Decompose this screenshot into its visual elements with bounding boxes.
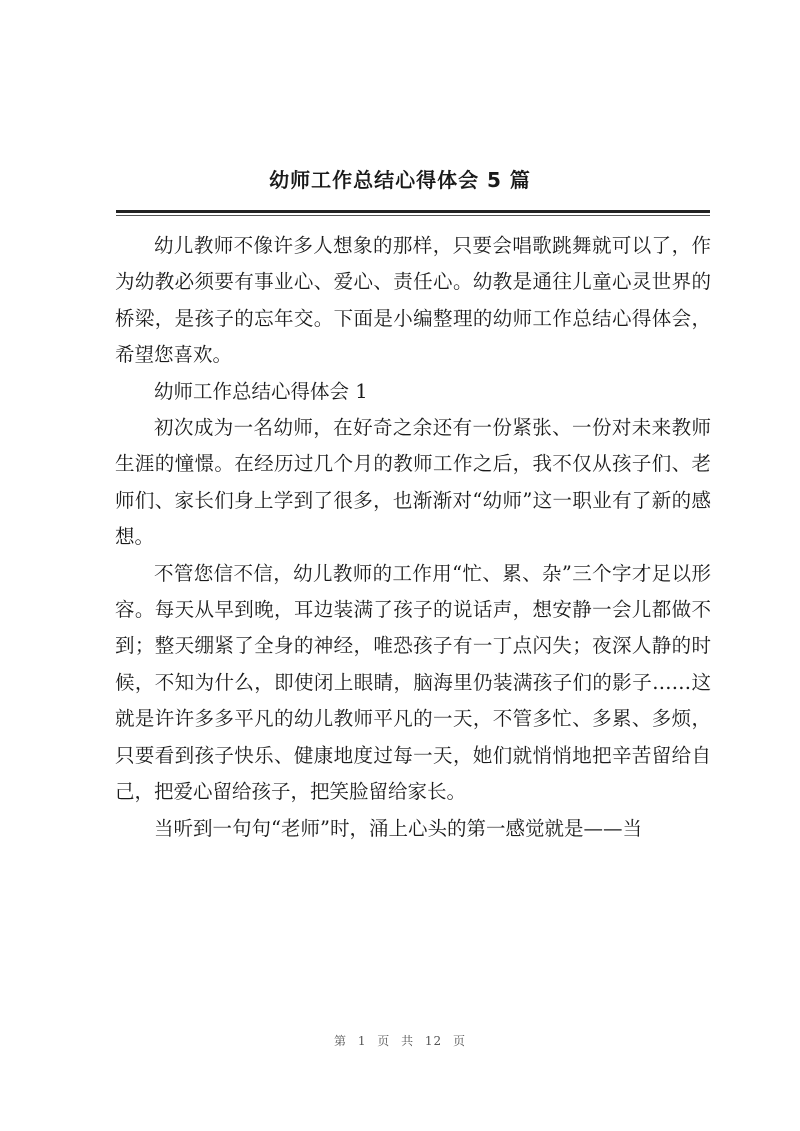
body-paragraph: 初次成为一名幼师，在好奇之余还有一份紧张、一份对未来教师生涯的憧憬。在经历过几个月的教师工作之后，我不仅从孩子们、老师们、家长们身上学到了很多，也渐渐对“幼师”这一职业有了新的感想。 (115, 416, 711, 549)
document-title: 幼师工作总结心得体会 5 篇 (269, 168, 531, 192)
page-footer: 第 1 页 共 12 页 (334, 1034, 466, 1048)
document-body (115, 228, 711, 847)
section-heading: 幼师工作总结心得体会 1 (154, 379, 368, 403)
intro-paragraph: 幼儿教师不像许多人想象的那样，只要会唱歌跳舞就可以了，作为幼教必须要有事业心、爱心、责任心。幼教是通往儿童心灵世界的桥梁，是孩子的忘年交。下面是小编整理的幼师工作总结心得体会，希望您喜欢。 (115, 234, 711, 367)
title-divider-thin (116, 215, 710, 216)
body-paragraph: 不管您信不信，幼儿教师的工作用“忙、累、杂”三个字才足以形容。每天从早到晚，耳边装满了孩子的说话声，想安静一会儿都做不到；整天绷紧了全身的神经，唯恐孩子有一丁点闪失；夜深人静的时候，不知为什么，即使闭上眼睛，脑海里仍装满孩子们的影子……这就是许许多多平凡的幼儿教师平凡的一天，不管多忙、多累、多烦，只要看到孩子快乐、健康地度过每一天，她们就悄悄地把辛苦留给自己，把爱心留给孩子，把笑脸留给家长。 (115, 561, 711, 804)
title-divider (116, 210, 710, 213)
body-paragraph: 当听到一句句“老师”时，涌上心头的第一感觉就是——当 (154, 816, 642, 840)
